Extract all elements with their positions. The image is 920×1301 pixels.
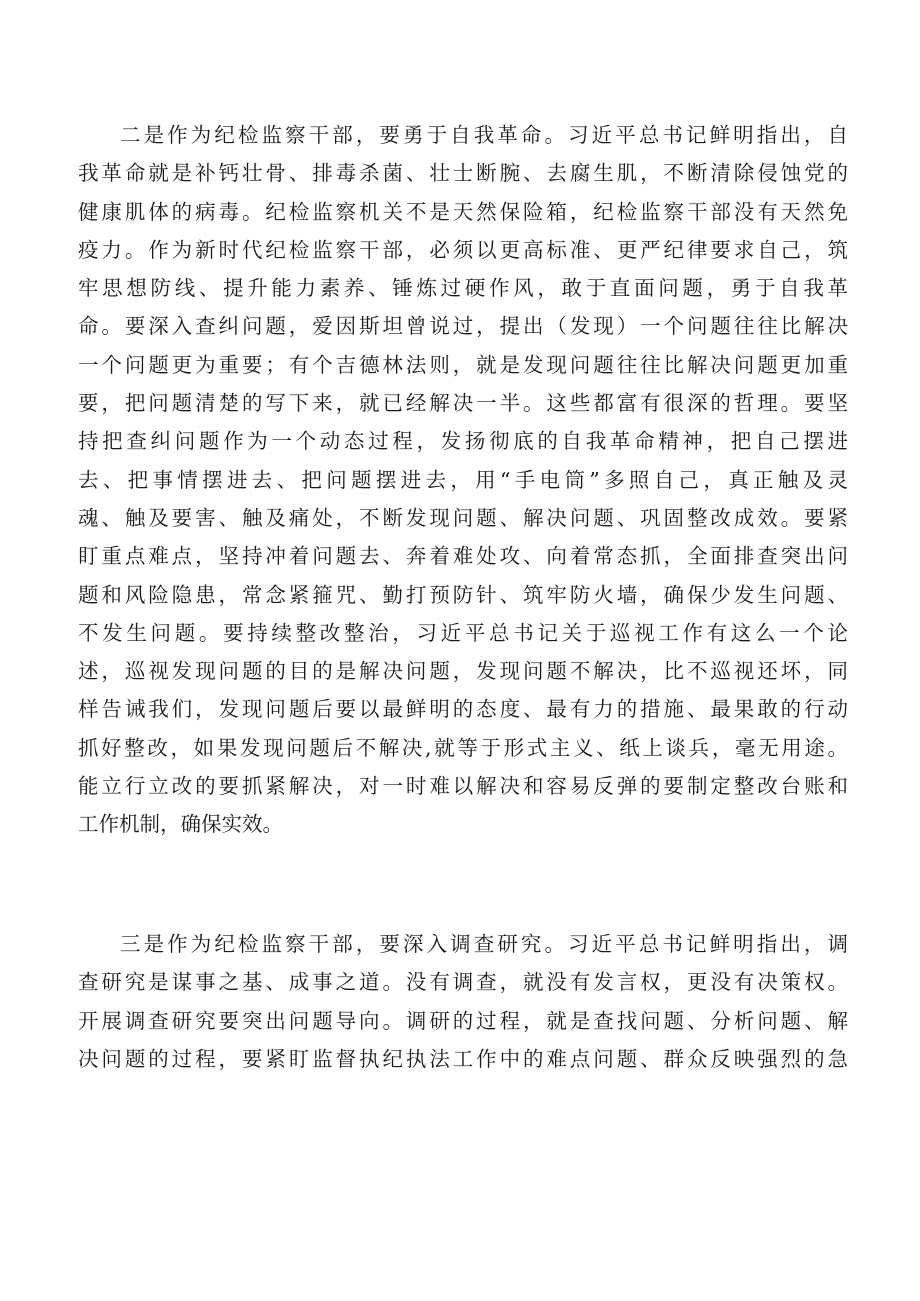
text-line: 题和风险隐患，常念紧箍咒、勤打预防针、筑牢防火墙，确保少发生问题、 (78, 582, 848, 607)
text-line: 疫力。作为新时代纪检监察干部，必须以更高标准、更严纪律要求自己，筑 (78, 237, 848, 262)
text-line: 样告诫我们，发现问题后要以最鲜明的态度、最有力的措施、最果敢的行动 (78, 697, 848, 722)
text-line: 三是作为纪检监察干部，要深入调查研究。习近平总书记鲜明指出，调 (120, 932, 848, 956)
text-line: 查研究是谋事之基、成事之道。没有调查，就没有发言权，更没有决策权。 (78, 970, 848, 995)
text-line: 不发生问题。要持续整改整治，习近平总书记关于巡视工作有这么一个论 (78, 620, 848, 645)
text-line: 开展调查研究要突出问题导向。调研的过程，就是查找问题、分析问题、解 (78, 1008, 848, 1033)
text-line: 健康肌体的病毒。纪检监察机关不是天然保险箱，纪检监察干部没有天然免 (78, 199, 848, 224)
text-line: 一个问题更为重要；有个吉德林法则，就是发现问题往往比解决问题更加重 (78, 352, 848, 377)
text-line: 盯重点难点，坚持冲着问题去、奔着难处攻、向着常态抓，全面排查突出问 (78, 544, 848, 569)
text-line: 魂、触及要害、触及痛处，不断发现问题、解决问题、巩固整改成效。要紧 (78, 505, 848, 530)
text-line: 去、把事情摆进去、把问题摆进去，用“手电筒”多照自己，真正触及灵 (78, 467, 848, 492)
text-line: 述，巡视发现问题的目的是解决问题，发现问题不解决，比不巡视还坏，同 (78, 659, 848, 684)
paragraph-investigation-research (78, 925, 848, 1078)
text-line: 牢思想防线、提升能力素养、锤炼过硬作风，敢于直面问题，勇于自我革 (78, 276, 848, 301)
text-line: 命。要深入查纠问题，爱因斯坦曾说过，提出（发现）一个问题往往比解决 (78, 314, 848, 339)
text-line: 二是作为纪检监察干部，要勇于自我革命。习近平总书记鲜明指出，自 (120, 123, 848, 147)
text-line: 工作机制，确保实效。 (78, 812, 283, 837)
text-line: 我革命就是补钙壮骨、排毒杀菌、壮士断腕、去腐生肌，不断清除侵蚀党的 (78, 161, 848, 186)
text-line: 能立行立改的要抓紧解决，对一时难以解决和容易反弹的要制定整改台账和 (78, 774, 848, 799)
text-line: 抓好整改，如果发现问题后不解决,就等于形式主义、纸上谈兵，毫无用途。 (78, 735, 848, 760)
text-line: 决问题的过程，要紧盯监督执纪执法工作中的难点问题、群众反映强烈的急 (78, 1046, 848, 1071)
text-line: 要，把问题清楚的写下来，就已经解决一半。这些都富有很深的哲理。要坚 (78, 391, 848, 416)
text-line: 持把查纠问题作为一个动态过程，发扬彻底的自我革命精神，把自己摆进 (78, 429, 848, 454)
paragraph-self-revolution (78, 116, 848, 844)
